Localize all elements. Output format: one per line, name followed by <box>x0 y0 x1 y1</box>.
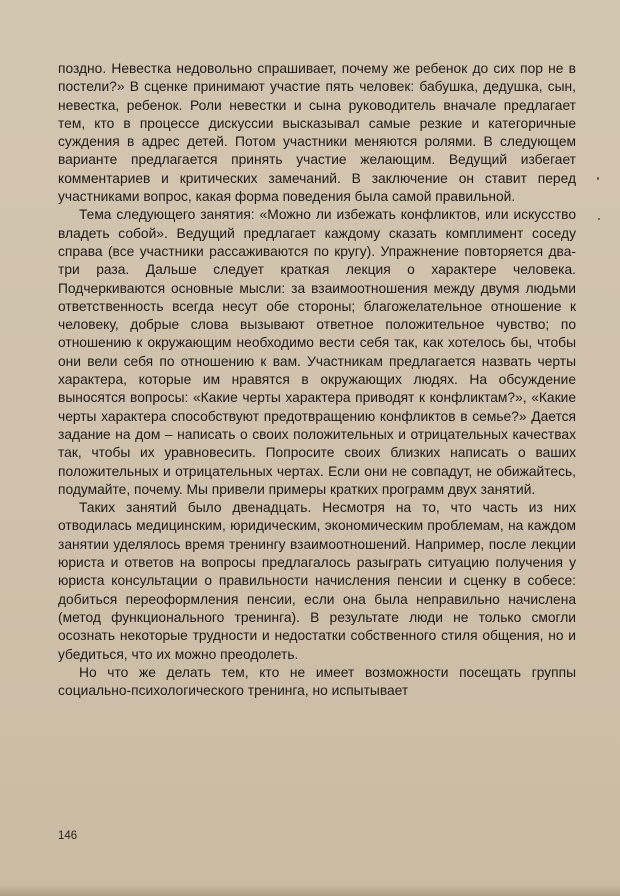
paragraph-3: Таких занятий было двенадцать. Несмотря на то, что часть из них отводилась медицинским, юридическим, экономическим проблемам, на каждом занятии уделялось время тренингу взаимоотношений. Например, после лекции юриста и ответов на вопросы предлагалось разыграть ситуацию получения у юриста консультации о правильности начисления пенсии и сценку в собесе: добиться переоформления пенсии, если она была неправильно начислена (метод функционального тренинга). В результате люди не только смогли осознать некоторые трудности и недостатки собственного стиля общения, но и убедиться, что их можно преодолеть. <box>58 500 576 662</box>
paragraph-4: Но что же делать тем, кто не имеет возможности посещать группы социально-психологического тренинга, но испытывает <box>58 664 576 699</box>
paper-speck <box>598 218 600 220</box>
body-text <box>58 60 576 700</box>
paragraph-2: Тема следующего занятия: «Можно ли избежать конфликтов, или искусство владеть собой». Ведущий предлагает каждому сказать комплимент соседу справа (все участники рассаживаются по кругу). Упражнение повторяется два-три раза. Дальше следует краткая лекция о характере человека. Подчеркиваются основные мысли: за взаимоотношения между двумя людьми ответственность всегда несут обе стороны; благожелательное отношение к человеку, добрые слова вызывают ответное положительное чувство; по отношению к окружающим необходимо вести себя так, как хотелось бы, чтобы они вели себя по отношению к вам. Участникам предлагается назвать черты характера, которые им нравятся в окружающих людях. На обсуждение выносятся вопросы: «Какие черты характера приводят к конфликтам?», «Какие черты характера способствуют предотвращению конфликтов в семье?» Дается задание на дом – написать о своих положительных и отрицательных качествах так, чтобы их уравновесить. Попросите своих близких написать о ваших положительных и отрицательных чертах. Если они не совпадут, не обижайтесь, подумайте, почему. Мы привели примеры кратких программ двух занятий. <box>58 207 576 497</box>
paper-speck <box>597 177 599 180</box>
paragraph-1: поздно. Невестка недовольно спрашивает, почему же ребенок до сих пор не в постели?» В сценке принимают участие пять человек: бабушка, дедушка, сын, невестка, ребенок. Роли невестки и сына руководитель вначале предлагает тем, кто в процессе дискуссии высказывал самые резкие и категоричные суждения в адрес детей. Потом участники меняются ролями. В следующем варианте предлагается принять участие желающим. Ведущий избегает комментариев и критических замечаний. В заключение он ставит перед участниками вопрос, какая форма поведения была самой правильной. <box>58 61 576 205</box>
page-number: 146 <box>58 830 78 842</box>
